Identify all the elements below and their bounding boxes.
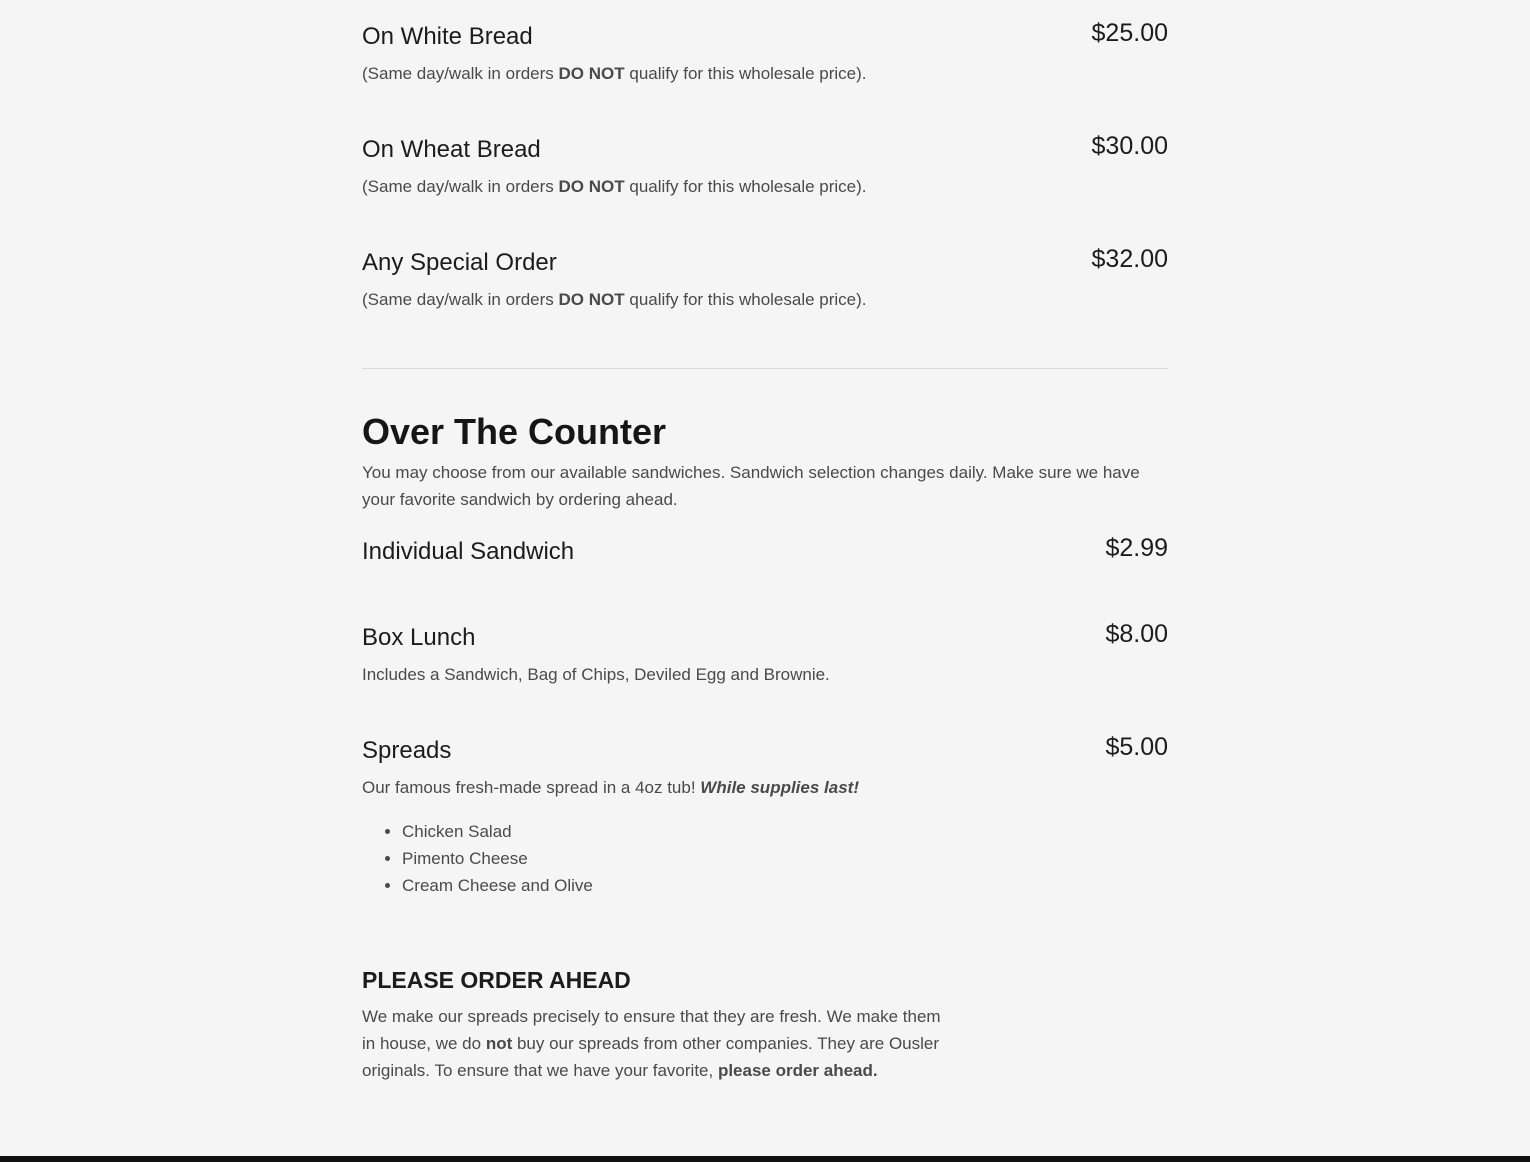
item-price: $8.00 (1105, 620, 1168, 648)
section-intro: You may choose from our available sandwiches. Sandwich selection changes daily. Make sure we have your favorite sandwich by ordering ahead. (362, 463, 1140, 509)
desc-text: qualify for this wholesale price). (624, 177, 867, 196)
item-name: Spreads (362, 737, 452, 764)
section-title: Over The Counter (362, 411, 667, 452)
item-description (362, 288, 867, 312)
notice-text: buy our spreads from other companies. They are Ousler originals. To ensure that we have your favorite, (362, 1034, 940, 1080)
item-price: $30.00 (1091, 132, 1168, 160)
item-description: Includes a Sandwich, Bag of Chips, Deviled Egg and Brownie. (362, 665, 830, 684)
item-name: On Wheat Bread (362, 136, 541, 163)
desc-text: Our famous fresh-made spread in a 4oz tub! (362, 778, 701, 797)
spread-options-list (402, 818, 593, 899)
notice-emphasis: please order ahead. (717, 1061, 878, 1080)
desc-emphasis: While supplies last! (700, 778, 859, 797)
item-price: $32.00 (1091, 245, 1168, 273)
item-name: Box Lunch (362, 624, 476, 651)
desc-text: qualify for this wholesale price). (624, 64, 867, 83)
desc-emphasis: DO NOT (558, 64, 625, 83)
desc-text: (Same day/walk in orders (362, 64, 559, 83)
section-divider (362, 368, 1168, 369)
item-name: On White Bread (362, 23, 533, 50)
item-description (362, 776, 859, 800)
notice-emphasis: not (485, 1034, 513, 1053)
notice-title: PLEASE ORDER AHEAD (362, 967, 631, 993)
desc-text: (Same day/walk in orders (362, 290, 559, 309)
list-item: • Cream Cheese and Olive (402, 872, 593, 899)
footer-bar (0, 1156, 1530, 1162)
item-name: Individual Sandwich (362, 538, 575, 565)
desc-emphasis: DO NOT (558, 177, 625, 196)
list-item: • Pimento Cheese (402, 845, 593, 872)
list-item: • Chicken Salad (402, 818, 593, 845)
notice-body (362, 1003, 952, 1084)
item-name: Any Special Order (362, 249, 557, 276)
notice-text: We make our spreads precisely to ensure that they are fresh. We make them in house, we do (362, 1007, 941, 1053)
desc-emphasis: DO NOT (558, 290, 625, 309)
desc-text: (Same day/walk in orders (362, 177, 559, 196)
item-description (362, 175, 867, 199)
item-description (362, 62, 867, 86)
item-price: $5.00 (1105, 733, 1168, 761)
item-price: $2.99 (1105, 534, 1168, 562)
item-price: $25.00 (1091, 19, 1168, 47)
desc-text: qualify for this wholesale price). (624, 290, 867, 309)
